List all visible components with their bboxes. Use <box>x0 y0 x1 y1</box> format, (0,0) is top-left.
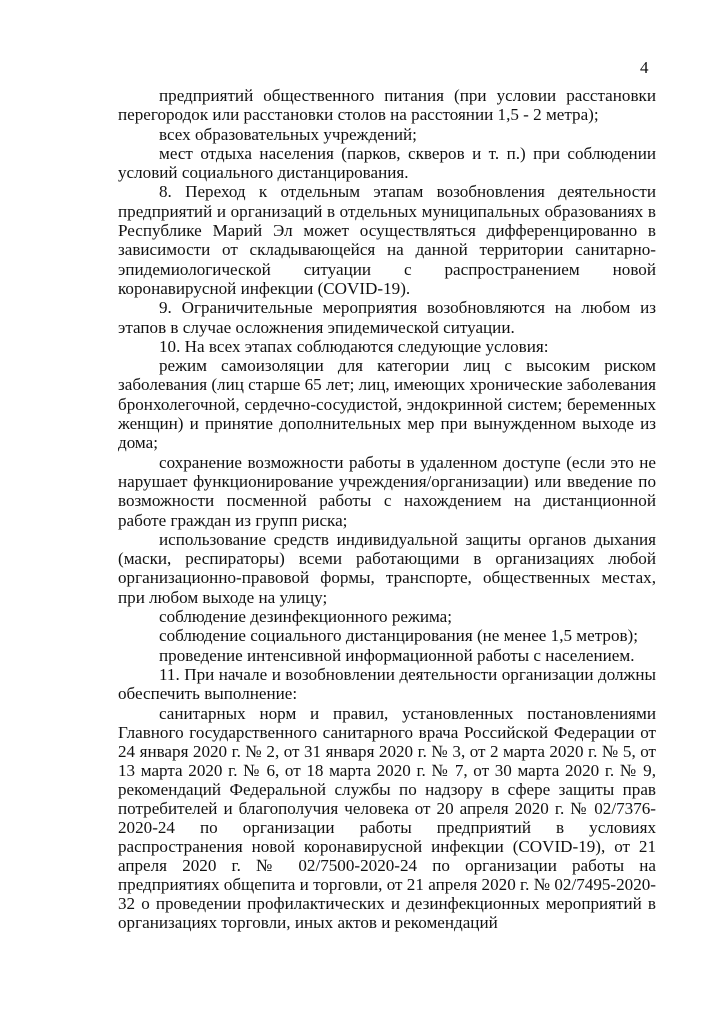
paragraph-sanitary-norms: санитарных норм и правил, установленных постановлениями Главного государственного санитарного врача Российской Федерации от 24 января 2020 г. № 2, от 31 января 2020 г. № 3, от 2 марта 2020 г. № 5, от 13 марта 2020 г. № 6, от 18 марта 2020 г. № 7, от 30 марта 2020 г. № 9, рекомендаций Федеральной службы по надзору в сфере защиты прав потребителей и благополучия человека от 20 апреля 2020 г. № 02/7376-2020-24 по организации работы предприятий в условиях распространения новой коронавирусной инфекции (COVID-19), от 21 апреля 2020 г. № 02/7500-2020-24 по организации работы на предприятиях общепита и торговли, от 21 апреля 2020 г. № 02/7495-2020-32 о проведении профилактических и дезинфекционных мероприятий в организациях торговли, иных актов и рекомендаций <box>118 703 656 932</box>
paragraph-catering: предприятий общественного питания (при условии расстановки перегородок или расстановки столов на расстоянии 1,5 - 2 метра); <box>118 86 656 125</box>
paragraph-information: проведение интенсивной информационной работы с населением. <box>159 645 635 665</box>
paragraph-ppe: использование средств индивидуальной защиты органов дыхания (маски, респираторы) всеми работающими в организациях любой организационно-правовой формы, транспорте, общественных местах, при любом выходе на улицу; <box>118 529 656 607</box>
paragraph-self-isolation: режим самоизоляции для категории лиц с высоким риском заболевания (лиц старше 65 лет; лиц, имеющих хронические заболевания бронхолегочной, сердечно-сосудистой, эндокринной систем; беременных женщин) и принятие дополнительных мер при вынужденном выходе из дома; <box>118 356 656 453</box>
paragraph-item-8: 8. Переход к отдельным этапам возобновления деятельности предприятий и организаций в отдельных муниципальных образованиях в Республике Марий Эл может осуществляться дифференцированно в зависимости от складывающейся на данной территории санитарно-эпидемиологической ситуации с распространением новой коронавирусной инфекции (COVID-19). <box>118 182 656 298</box>
paragraph-item-10: 10. На всех этапах соблюдаются следующие условия: <box>159 336 549 356</box>
page-number: 4 <box>640 58 649 77</box>
paragraph-disinfection: соблюдение дезинфекционного режима; <box>159 607 453 627</box>
paragraph-item-9: 9. Ограничительные мероприятия возобновляются на любом из этапов в случае осложнения эпидемической ситуации. <box>118 298 656 337</box>
paragraph-remote-work: сохранение возможности работы в удаленном доступе (если это не нарушает функционирование учреждения/организации) или введение по возможности посменной работы с нахождением на дистанционной работе граждан из групп риска; <box>118 452 656 530</box>
paragraph-recreation: мест отдыха населения (парков, скверов и т. п.) при соблюдении условий социального дистанцирования. <box>118 143 656 183</box>
paragraph-distancing: соблюдение социального дистанцирования (не менее 1,5 метров); <box>159 626 639 646</box>
paragraph-item-11: 11. При начале и возобновлении деятельности организации должны обеспечить выполнение: <box>118 664 656 704</box>
paragraph-education: всех образовательных учреждений; <box>159 124 417 144</box>
document-body <box>118 86 656 932</box>
